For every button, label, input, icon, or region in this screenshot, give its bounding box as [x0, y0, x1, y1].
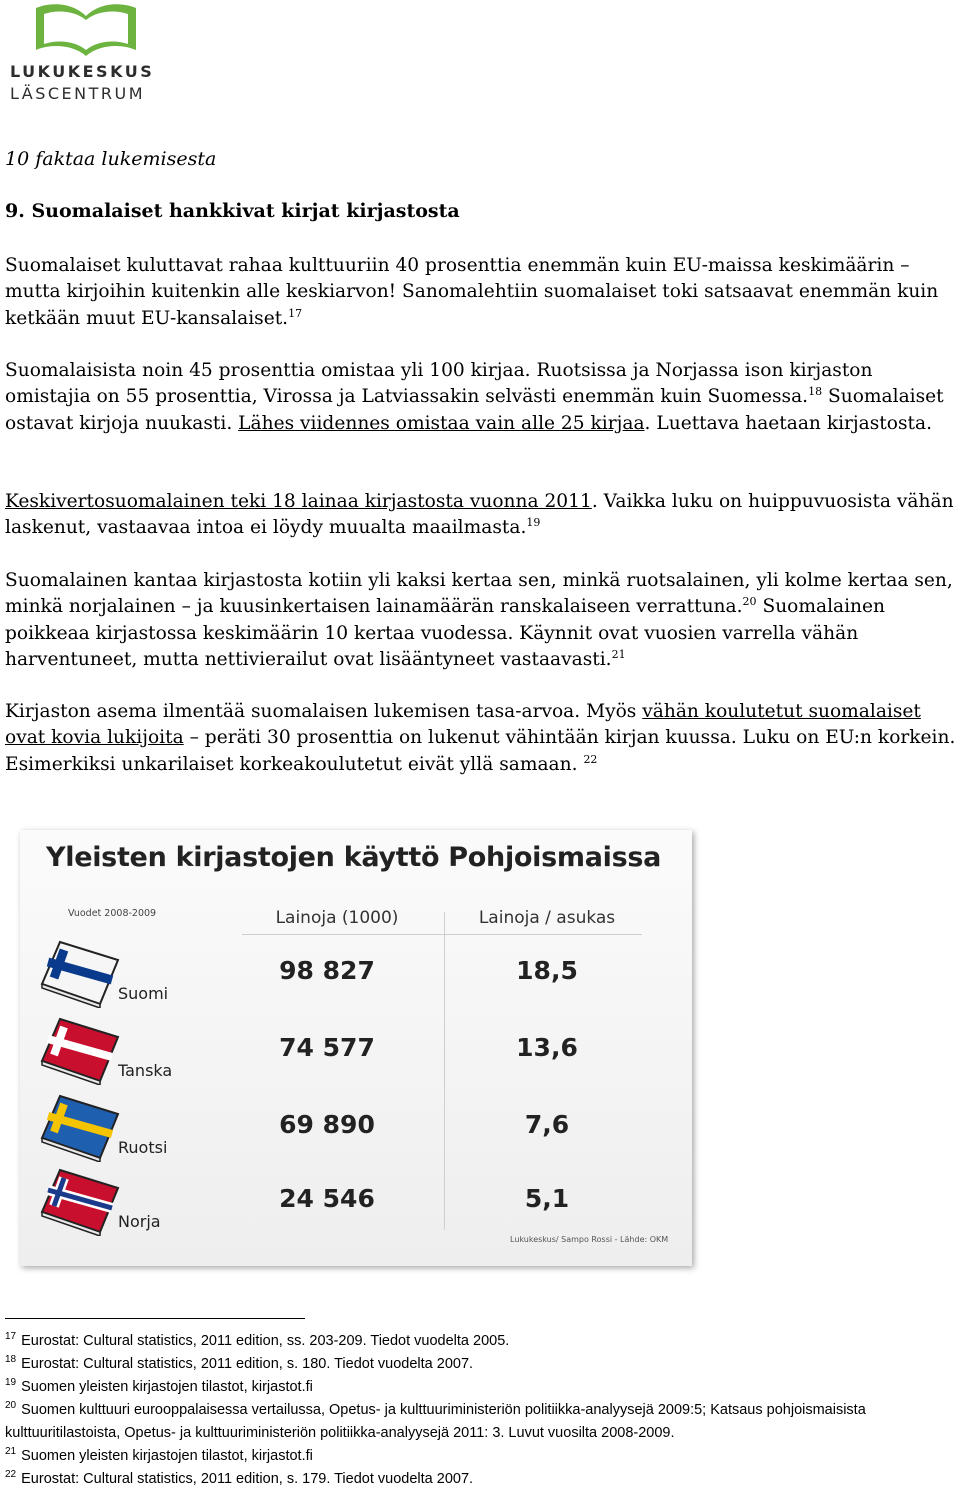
norway-flag-book-icon	[38, 1166, 120, 1236]
column-header-per-capita: Lainoja / asukas	[478, 908, 616, 928]
country-label: Suomi	[118, 984, 169, 1003]
paragraph-2-text-b: Suomalaiset ostavat kirjoja nuukasti.	[5, 386, 944, 434]
denmark-flag-book-icon	[38, 1015, 120, 1085]
footnote	[5, 1468, 955, 1491]
footnote-number: 20	[5, 1400, 17, 1411]
column-header-loans: Lainoja (1000)	[275, 908, 399, 928]
footnote-text: Suomen yleisten kirjastojen tilastot, kirjastot.fi	[21, 1379, 313, 1395]
footnote-number: 17	[5, 1331, 17, 1342]
footnote-ref-21[interactable]: 21	[611, 647, 626, 661]
footnote-number: 19	[5, 1377, 17, 1388]
infographic-title: Yleisten kirjastojen käyttö Pohjoismaissa	[46, 842, 662, 873]
footnote-number: 21	[5, 1446, 17, 1457]
section-heading: 9. Suomalaiset hankkivat kirjat kirjastosta	[5, 200, 460, 222]
footnote-ref-19[interactable]: 19	[526, 516, 541, 530]
link-vahan-koulutetut[interactable]: vähän koulutetut suomalaiset ovat kovia lukijoita	[5, 701, 921, 749]
country-label: Norja	[118, 1212, 161, 1231]
open-book-icon	[32, 0, 140, 58]
paragraph-5-text-b: – peräti 30 prosenttia on lukenut vähintään kirjan kuussa. Luku on EU:n korkein. Esimerkiksi unkarilaiset korkeakoulutetut eivät yllä samaan.	[5, 727, 956, 775]
per-capita-value: 18,5	[516, 956, 578, 985]
infographic-source: Lukukeskus/ Sampo Rossi - Lähde: OKM	[510, 1235, 669, 1244]
footnote	[5, 1330, 955, 1353]
finland-flag-book-icon	[38, 938, 120, 1008]
header-divider	[242, 934, 642, 935]
footnote-text: Suomen yleisten kirjastojen tilastot, kirjastot.fi	[21, 1448, 313, 1464]
paragraph-3-text: . Vaikka luku on huippuvuosista vähän laskenut, vastaavaa intoa ei löydy muualta maailmasta.	[5, 491, 954, 539]
per-capita-value: 5,1	[524, 1184, 570, 1213]
footnote-number: 18	[5, 1354, 17, 1365]
paragraph-4	[5, 568, 960, 673]
infographic-row	[20, 1166, 692, 1241]
per-capita-value: 7,6	[524, 1110, 570, 1139]
link-lahes-viidennes[interactable]: Lähes viidennes omistaa vain alle 25 kirjaa	[238, 412, 645, 434]
sweden-flag-book-icon	[38, 1092, 120, 1162]
country-label: Ruotsi	[118, 1138, 168, 1157]
footnote-text: Eurostat: Cultural statistics, 2011 edition, s. 179. Tiedot vuodelta 2007.	[21, 1471, 474, 1487]
footnote	[5, 1399, 955, 1445]
paragraph-5-text-a: Kirjaston asema ilmentää suomalaisen lukemisen tasa-arvoa. Myös	[5, 701, 643, 722]
paragraph-2	[5, 358, 960, 437]
paragraph-4-text-a: Suomalainen kantaa kirjastosta kotiin yli kaksi kertaa sen, minkä ruotsalainen, yli kolme kertaa sen, minkä norjalainen – ja kuusinkertaisen lainamäärän ranskalaiseen verrattuna.	[5, 570, 953, 618]
loans-value: 69 890	[279, 1110, 375, 1139]
paragraph-1-text: Suomalaiset kuluttavat rahaa kulttuuriin 40 prosenttia enemmän kuin EU-maissa keskimäärin – mutta kirjoihin kuitenkin alle keskiarvon! Sanomalehtiin suomalaiset toki satsaavat enemmän kuin ketkään muut EU-kansalaiset.	[5, 255, 939, 329]
footnote-number: 22	[5, 1469, 17, 1480]
loans-value: 74 577	[279, 1033, 375, 1062]
country-label: Tanska	[118, 1061, 173, 1080]
paragraph-2-text-a: Suomalaisista noin 45 prosenttia omistaa yli 100 kirjaa. Ruotsissa ja Norjassa ison kirjaston omistajia on 55 prosenttia, Virossa ja Latviassakin selvästi enemmän kuin Suomessa.	[5, 360, 873, 408]
paragraph-1	[5, 253, 960, 332]
infographic-row	[20, 1092, 692, 1167]
footnote-ref-22[interactable]: 22	[583, 752, 598, 766]
footnote-ref-20[interactable]: 20	[742, 595, 757, 609]
lukukeskus-logo	[10, 0, 160, 110]
loans-value: 98 827	[279, 956, 375, 985]
logo-line-2: LÄSCENTRUM	[10, 84, 146, 103]
footnote	[5, 1445, 955, 1468]
paragraph-3	[5, 489, 960, 542]
footnote-separator	[5, 1318, 305, 1319]
link-keskivertosuomalainen[interactable]: Keskivertosuomalainen teki 18 lainaa kirjastosta vuonna 2011	[5, 491, 592, 512]
paragraph-2-text-c: . Luettava haetaan kirjastosta.	[644, 412, 932, 434]
footnote	[5, 1376, 955, 1399]
footnote-text: Eurostat: Cultural statistics, 2011 edition, s. 180. Tiedot vuodelta 2007.	[21, 1356, 474, 1372]
footnote-text: Suomen kulttuuri eurooppalaisessa vertailussa, Opetus- ja kulttuuriministeriön politiikka-analyysejä 2009:5; Katsaus pohjoismaisista kulttuuritilastoista, Opetus- ja kulttuuriministeriön politiikka-analyysejä 2011: 3. Luvut vuosilta 2008-2009.	[5, 1402, 866, 1441]
per-capita-value: 13,6	[516, 1033, 578, 1062]
footnote-ref-17[interactable]: 17	[288, 306, 303, 320]
paragraph-4-text-b: Suomalainen poikkeaa kirjastossa keskimäärin 10 kertaa vuodessa. Käynnit ovat vuosien varrella vähän harventuneet, mutta nettivierailut ovat lisääntyneet vastaavasti.	[5, 596, 886, 670]
footnote-text: Eurostat: Cultural statistics, 2011 edition, ss. 203-209. Tiedot vuodelta 2005.	[21, 1333, 510, 1349]
library-usage-infographic	[20, 830, 692, 1266]
document-label: 10 faktaa lukemisesta	[5, 148, 217, 170]
footnote	[5, 1353, 955, 1376]
logo-line-1: LUKUKESKUS	[10, 62, 155, 81]
loans-value: 24 546	[279, 1184, 375, 1213]
infographic-row	[20, 1015, 692, 1090]
footnote-ref-18[interactable]: 18	[808, 385, 823, 399]
infographic-period: Vuodet 2008-2009	[68, 908, 157, 919]
infographic-row	[20, 938, 692, 1013]
paragraph-5	[5, 699, 960, 778]
